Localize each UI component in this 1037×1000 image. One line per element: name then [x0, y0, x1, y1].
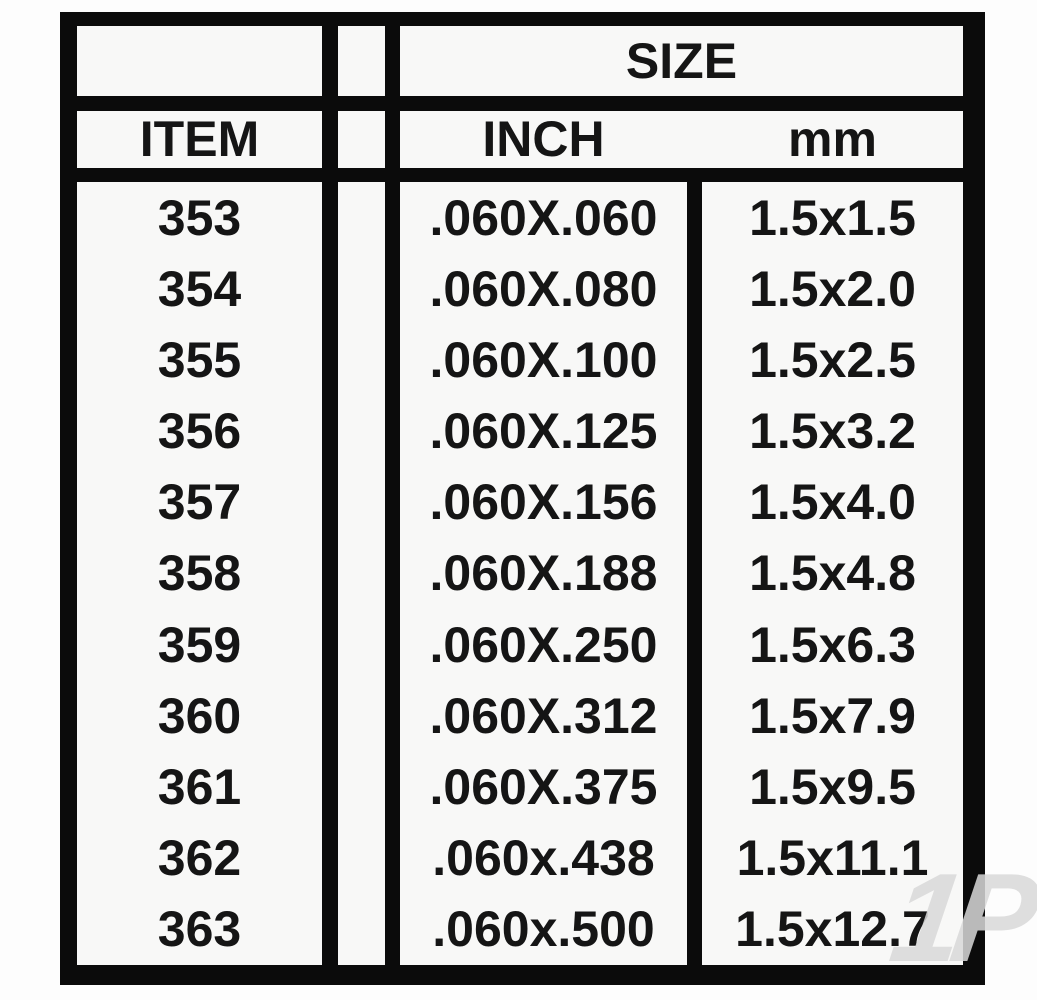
mm-cell: 1.5x12.7	[735, 901, 930, 958]
mm-cell: 1.5x1.5	[749, 189, 916, 246]
mm-cell: 1.5x2.5	[749, 331, 916, 388]
size-header-cell: SIZE	[625, 33, 738, 89]
empty-header-cell	[77, 26, 322, 96]
item-cell: 359	[157, 616, 242, 673]
item-cell: 357	[157, 474, 242, 531]
table-row	[77, 396, 963, 467]
item-cell: 361	[157, 759, 242, 816]
inch-cell: .060X.080	[429, 260, 658, 317]
inch-cell: .060x.500	[432, 901, 655, 958]
table-row	[77, 609, 963, 680]
item-cell: 353	[157, 189, 242, 246]
table-row	[77, 823, 963, 894]
table-row	[77, 324, 963, 395]
inch-cell: .060x.438	[432, 830, 655, 887]
mm-cell: 1.5x3.2	[749, 403, 916, 460]
item-cell: 358	[157, 545, 242, 602]
mm-cell: 1.5x2.0	[749, 260, 916, 317]
mm-cell: 1.5x4.8	[749, 545, 916, 602]
inch-header-cell: INCH	[482, 111, 605, 167]
inch-cell: .060X.250	[429, 616, 658, 673]
mm-cell: 1.5x7.9	[749, 687, 916, 744]
inch-cell: .060X.312	[429, 687, 658, 744]
table-row	[77, 253, 963, 324]
table-body	[77, 182, 963, 965]
mm-cell: 1.5x9.5	[749, 759, 916, 816]
item-cell: 362	[157, 830, 242, 887]
table-row	[77, 538, 963, 609]
inch-cell: .060X.100	[429, 331, 658, 388]
item-cell: 354	[157, 260, 242, 317]
mm-cell: 1.5x11.1	[736, 830, 929, 887]
watermark: 1P	[883, 847, 1037, 988]
mm-header-cell: mm	[788, 111, 877, 167]
item-cell: 363	[157, 901, 242, 958]
table-row	[77, 894, 963, 965]
table-row	[77, 467, 963, 538]
item-cell: 356	[157, 403, 242, 460]
header-divider-line	[77, 96, 963, 111]
item-header-cell: ITEM	[139, 111, 260, 167]
table-row	[77, 680, 963, 751]
size-table-inner	[77, 26, 963, 965]
subheader-divider-line	[77, 168, 963, 182]
mm-cell: 1.5x6.3	[749, 616, 916, 673]
inch-cell: .060X.188	[429, 545, 658, 602]
mm-cell: 1.5x4.0	[749, 474, 916, 531]
inch-cell: .060X.156	[429, 474, 658, 531]
inch-cell: .060X.125	[429, 403, 658, 460]
size-table	[60, 12, 985, 985]
inch-cell: .060X.060	[429, 189, 658, 246]
table-row	[77, 182, 963, 253]
inch-cell: .060X.375	[429, 759, 658, 816]
item-cell: 355	[157, 331, 242, 388]
table-row	[77, 751, 963, 822]
item-cell: 360	[157, 687, 242, 744]
